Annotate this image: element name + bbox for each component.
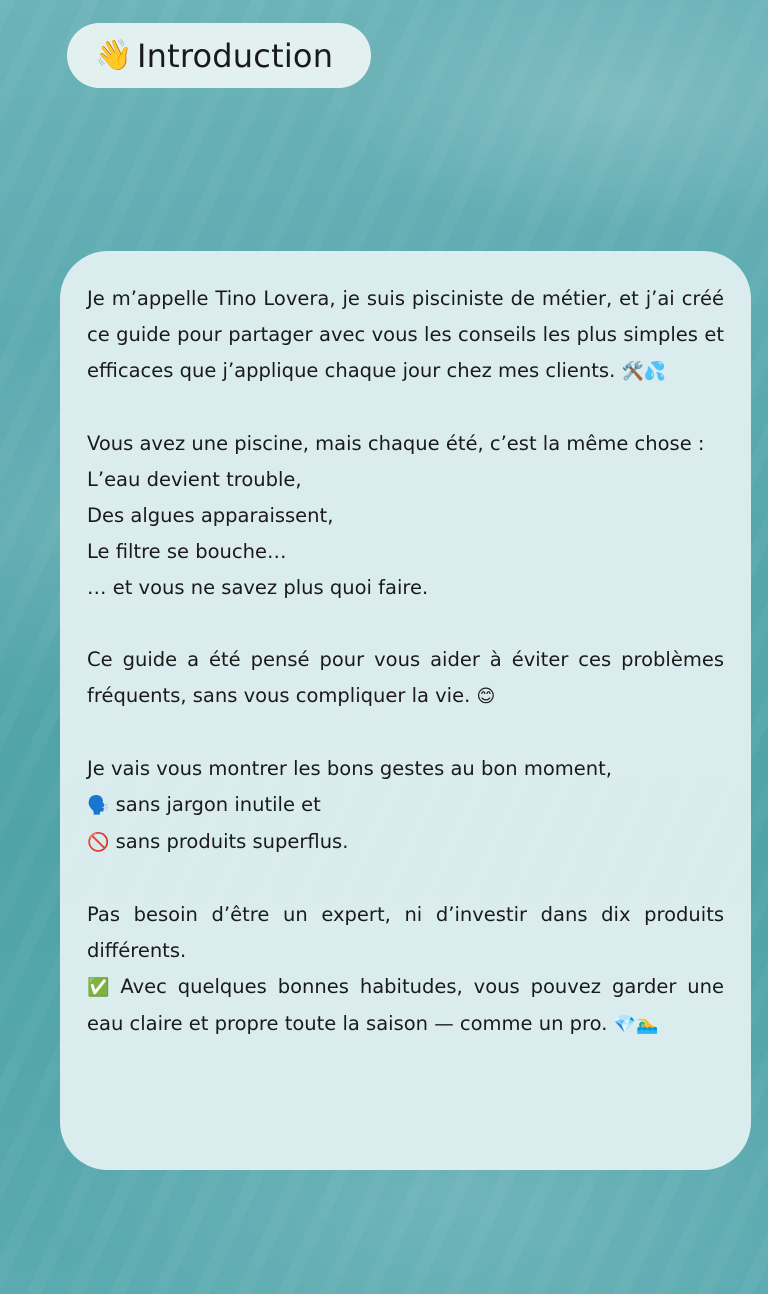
tools-droplets-icon: 🛠️💦 [621, 361, 667, 382]
waving-hand-icon: 👋 [95, 37, 133, 73]
list-item: Le filtre se bouche… [87, 540, 287, 563]
section-title-pill [67, 23, 371, 88]
list-item: L’eau devient trouble, [87, 468, 302, 491]
intro-paragraph-3-text: Ce guide a été pensé pour vous aider à éviter ces problèmes fréquents, sans vous compliquer la vie. [87, 648, 724, 707]
intro-card [60, 251, 751, 1170]
intro-paragraph-1 [87, 281, 724, 390]
list-item-text: sans jargon inutile et [115, 793, 321, 816]
page-title: Introduction [137, 36, 334, 75]
intro-paragraph-2: Vous avez une piscine, mais chaque été, c’est la même chose : [87, 432, 705, 455]
prohibited-icon: 🚫 [87, 832, 110, 853]
intro-paragraph-1-text: Je m’appelle Tino Lovera, je suis pisciniste de métier, et j’ai créé ce guide pour partager avec vous les conseils les plus simples et efficaces que j’applique chaque jour chez mes clients. [87, 287, 724, 382]
spacer [87, 606, 724, 642]
spacer [87, 861, 724, 897]
list-item [87, 824, 724, 861]
list-item: … et vous ne savez plus quoi faire. [87, 576, 429, 599]
list-item-text: sans produits superflus. [115, 830, 349, 853]
intro-paragraph-6 [87, 969, 724, 1043]
smiling-face-icon: 😊 [476, 686, 496, 707]
list-item [87, 787, 724, 824]
spacer [87, 715, 724, 751]
spacer [87, 390, 724, 426]
intro-paragraph-4: Je vais vous montrer les bons gestes au bon moment, [87, 757, 612, 780]
intro-paragraph-3 [87, 642, 724, 715]
intro-paragraph-6-text: Avec quelques bonnes habitudes, vous pouvez garder une eau claire et propre toute la saison — comme un pro. [87, 975, 725, 1035]
gem-swimmer-icon: 💎🏊‍♂️ [613, 1014, 659, 1035]
list-item: Des algues apparaissent, [87, 504, 334, 527]
intro-paragraph-5: Pas besoin d’être un expert, ni d’investir dans dix produits différents. [87, 903, 724, 962]
speaking-head-icon: 🗣️ [87, 795, 110, 816]
check-mark-icon: ✅ [87, 977, 110, 998]
